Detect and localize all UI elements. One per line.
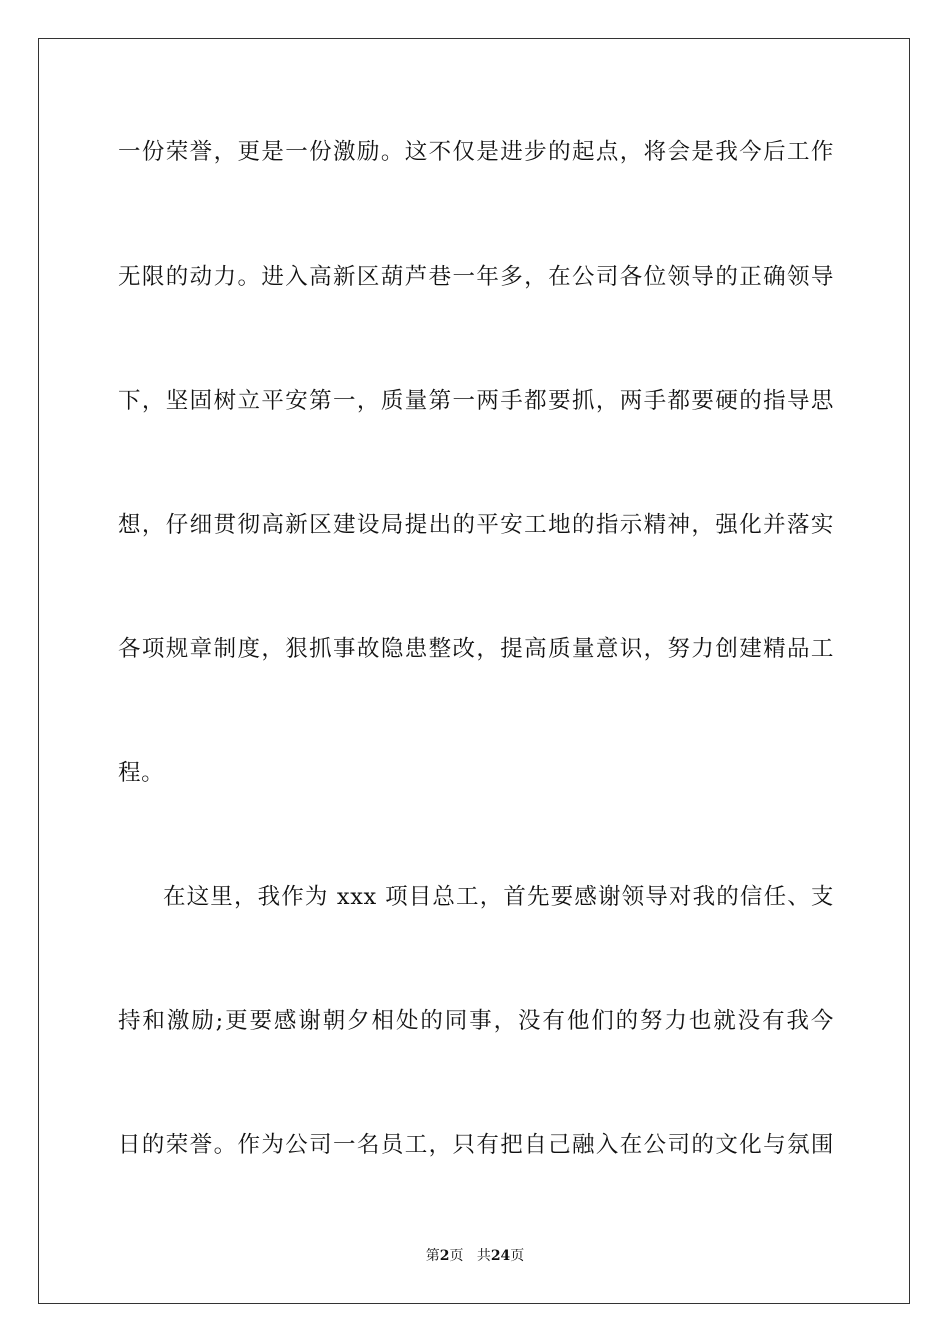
paragraph-line: 下，坚固树立平安第一，质量第一两手都要抓，两手都要硬的指导思 [118,388,834,414]
footer-total-suffix: 页 [510,1248,525,1264]
page-footer [0,1247,950,1265]
current-page-number: 2 [439,1248,450,1264]
paragraph-line: 一份荣誉，更是一份激励。这不仅是进步的起点，将会是我今后工作 [118,139,834,165]
footer-prefix: 第 [425,1248,440,1264]
paragraph-line: 无限的动力。进入高新区葫芦巷一年多，在公司各位领导的正确领导 [118,264,834,290]
paragraph-line: 各项规章制度，狠抓事故隐患整改，提高质量意识，努力创建精品工 [118,636,834,662]
total-pages-number: 24 [490,1248,511,1264]
paragraph-line: 持和激励;更要感谢朝夕相处的同事，没有他们的努力也就没有我今 [118,1008,834,1034]
paragraph-line: 想，仔细贯彻高新区建设局提出的平安工地的指示精神，强化并落实 [118,512,834,538]
footer-total-prefix: 共 [476,1248,491,1264]
paragraph-line: 在这里，我作为 xxx 项目总工，首先要感谢领导对我的信任、支 [163,884,834,910]
paragraph-line: 日的荣誉。作为公司一名员工，只有把自己融入在公司的文化与氛围 [118,1132,834,1158]
footer-page-suffix: 页 [449,1248,464,1264]
paragraph-line: 程。 [118,760,165,786]
page-border [38,38,910,1304]
